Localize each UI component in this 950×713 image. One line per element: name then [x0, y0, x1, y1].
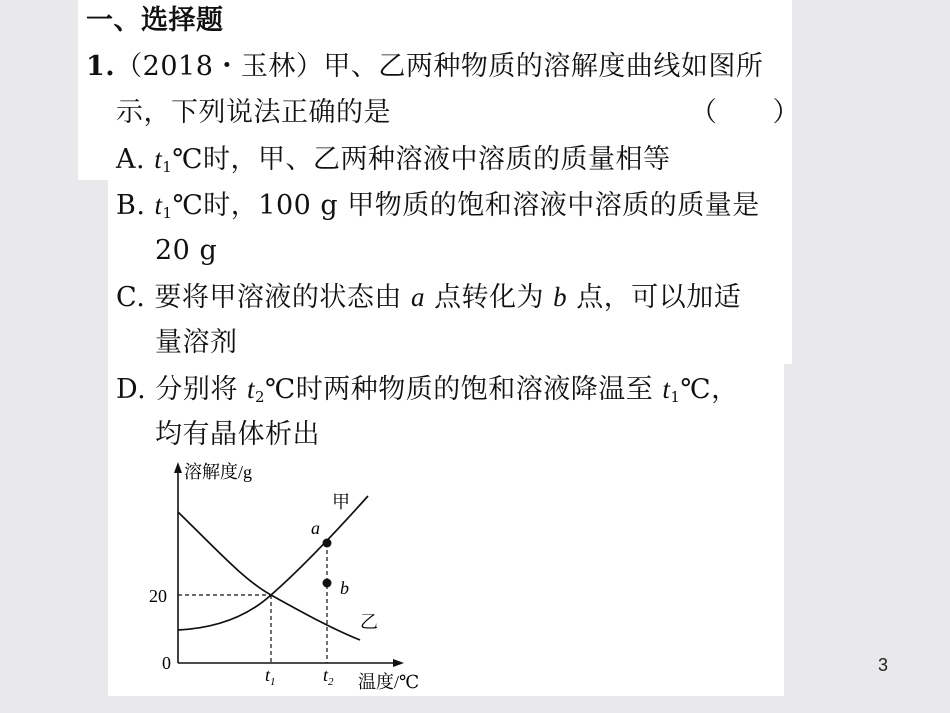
question-source: （2018・玉林）	[115, 51, 324, 82]
option-c-point-b: b	[553, 282, 568, 312]
curve-jia	[178, 496, 368, 630]
x-tick-t1-sub: 1	[270, 676, 276, 688]
option-c	[116, 280, 741, 315]
y-axis-label: 溶解度/g	[184, 462, 253, 482]
section-title: 一、选择题	[86, 5, 224, 36]
x-tick-label-t2	[323, 665, 334, 688]
point-b-label: b	[340, 578, 349, 598]
page-number: 3	[878, 655, 889, 675]
option-c-pre: 要将甲溶液的状态由	[154, 282, 402, 313]
x-tick-t2-var: t	[323, 665, 329, 685]
x-tick-t1-var: t	[265, 665, 271, 685]
curve-yi	[178, 512, 360, 640]
option-b-text1: ℃时，100 g 甲物质的饱和溶液中溶质的质量是	[172, 190, 760, 221]
option-b-t-sub: 1	[162, 204, 173, 222]
question-stem-line1	[86, 50, 763, 84]
x-axis-arrow	[393, 659, 404, 667]
option-a	[116, 142, 670, 184]
option-a-text: ℃时，甲、乙两种溶液中溶质的质量相等	[172, 144, 671, 175]
option-d-t2-sub: 2	[254, 388, 266, 406]
x-tick-label-t1	[265, 665, 276, 688]
option-c-label: C.	[116, 282, 146, 313]
point-a-label: a	[311, 518, 320, 538]
option-d	[116, 372, 739, 414]
option-d-mid: ℃时两种物质的饱和溶液降温至	[265, 374, 654, 405]
option-c-mid: 点转化为	[434, 282, 545, 313]
solubility-curve-figure	[140, 456, 440, 696]
option-d-t1: t	[662, 374, 671, 404]
option-c-post: 点，可以加适	[576, 282, 742, 313]
option-a-t-sub: 1	[162, 158, 173, 176]
question-number: 1.	[86, 51, 116, 82]
y-axis-arrow	[174, 462, 182, 473]
curve-jia-label: 甲	[332, 492, 350, 512]
option-a-t: t	[154, 144, 163, 174]
option-c-line2: 量溶剂	[155, 327, 238, 358]
option-b	[116, 188, 760, 230]
option-d-pre: 分别将	[155, 374, 238, 405]
x-axis-label: 温度/℃	[358, 672, 420, 692]
option-a-label: A.	[116, 144, 146, 175]
option-b-label: B.	[116, 190, 146, 221]
point-a	[323, 539, 332, 548]
point-b	[323, 579, 332, 588]
question-stem-text1: 甲、乙两种物质的溶解度曲线如图所	[323, 51, 764, 82]
option-d-line2: 均有晶体析出	[155, 419, 320, 450]
y-tick-label-20: 20	[149, 586, 167, 606]
answer-bracket: （ ）	[690, 97, 800, 128]
option-c-point-a: a	[410, 282, 425, 312]
option-d-t1-sub: 1	[670, 388, 681, 406]
origin-label: 0	[162, 653, 171, 673]
question-stem-line2: 示，下列说法正确的是	[116, 97, 391, 128]
curve-yi-label: 乙	[360, 612, 378, 632]
option-b-t: t	[154, 190, 163, 220]
option-b-line2: 20 g	[155, 235, 218, 266]
x-tick-t2-sub: 2	[328, 676, 334, 688]
option-d-label: D.	[116, 374, 147, 405]
option-d-post: ℃，	[680, 374, 739, 405]
option-d-t2: t	[246, 374, 255, 404]
